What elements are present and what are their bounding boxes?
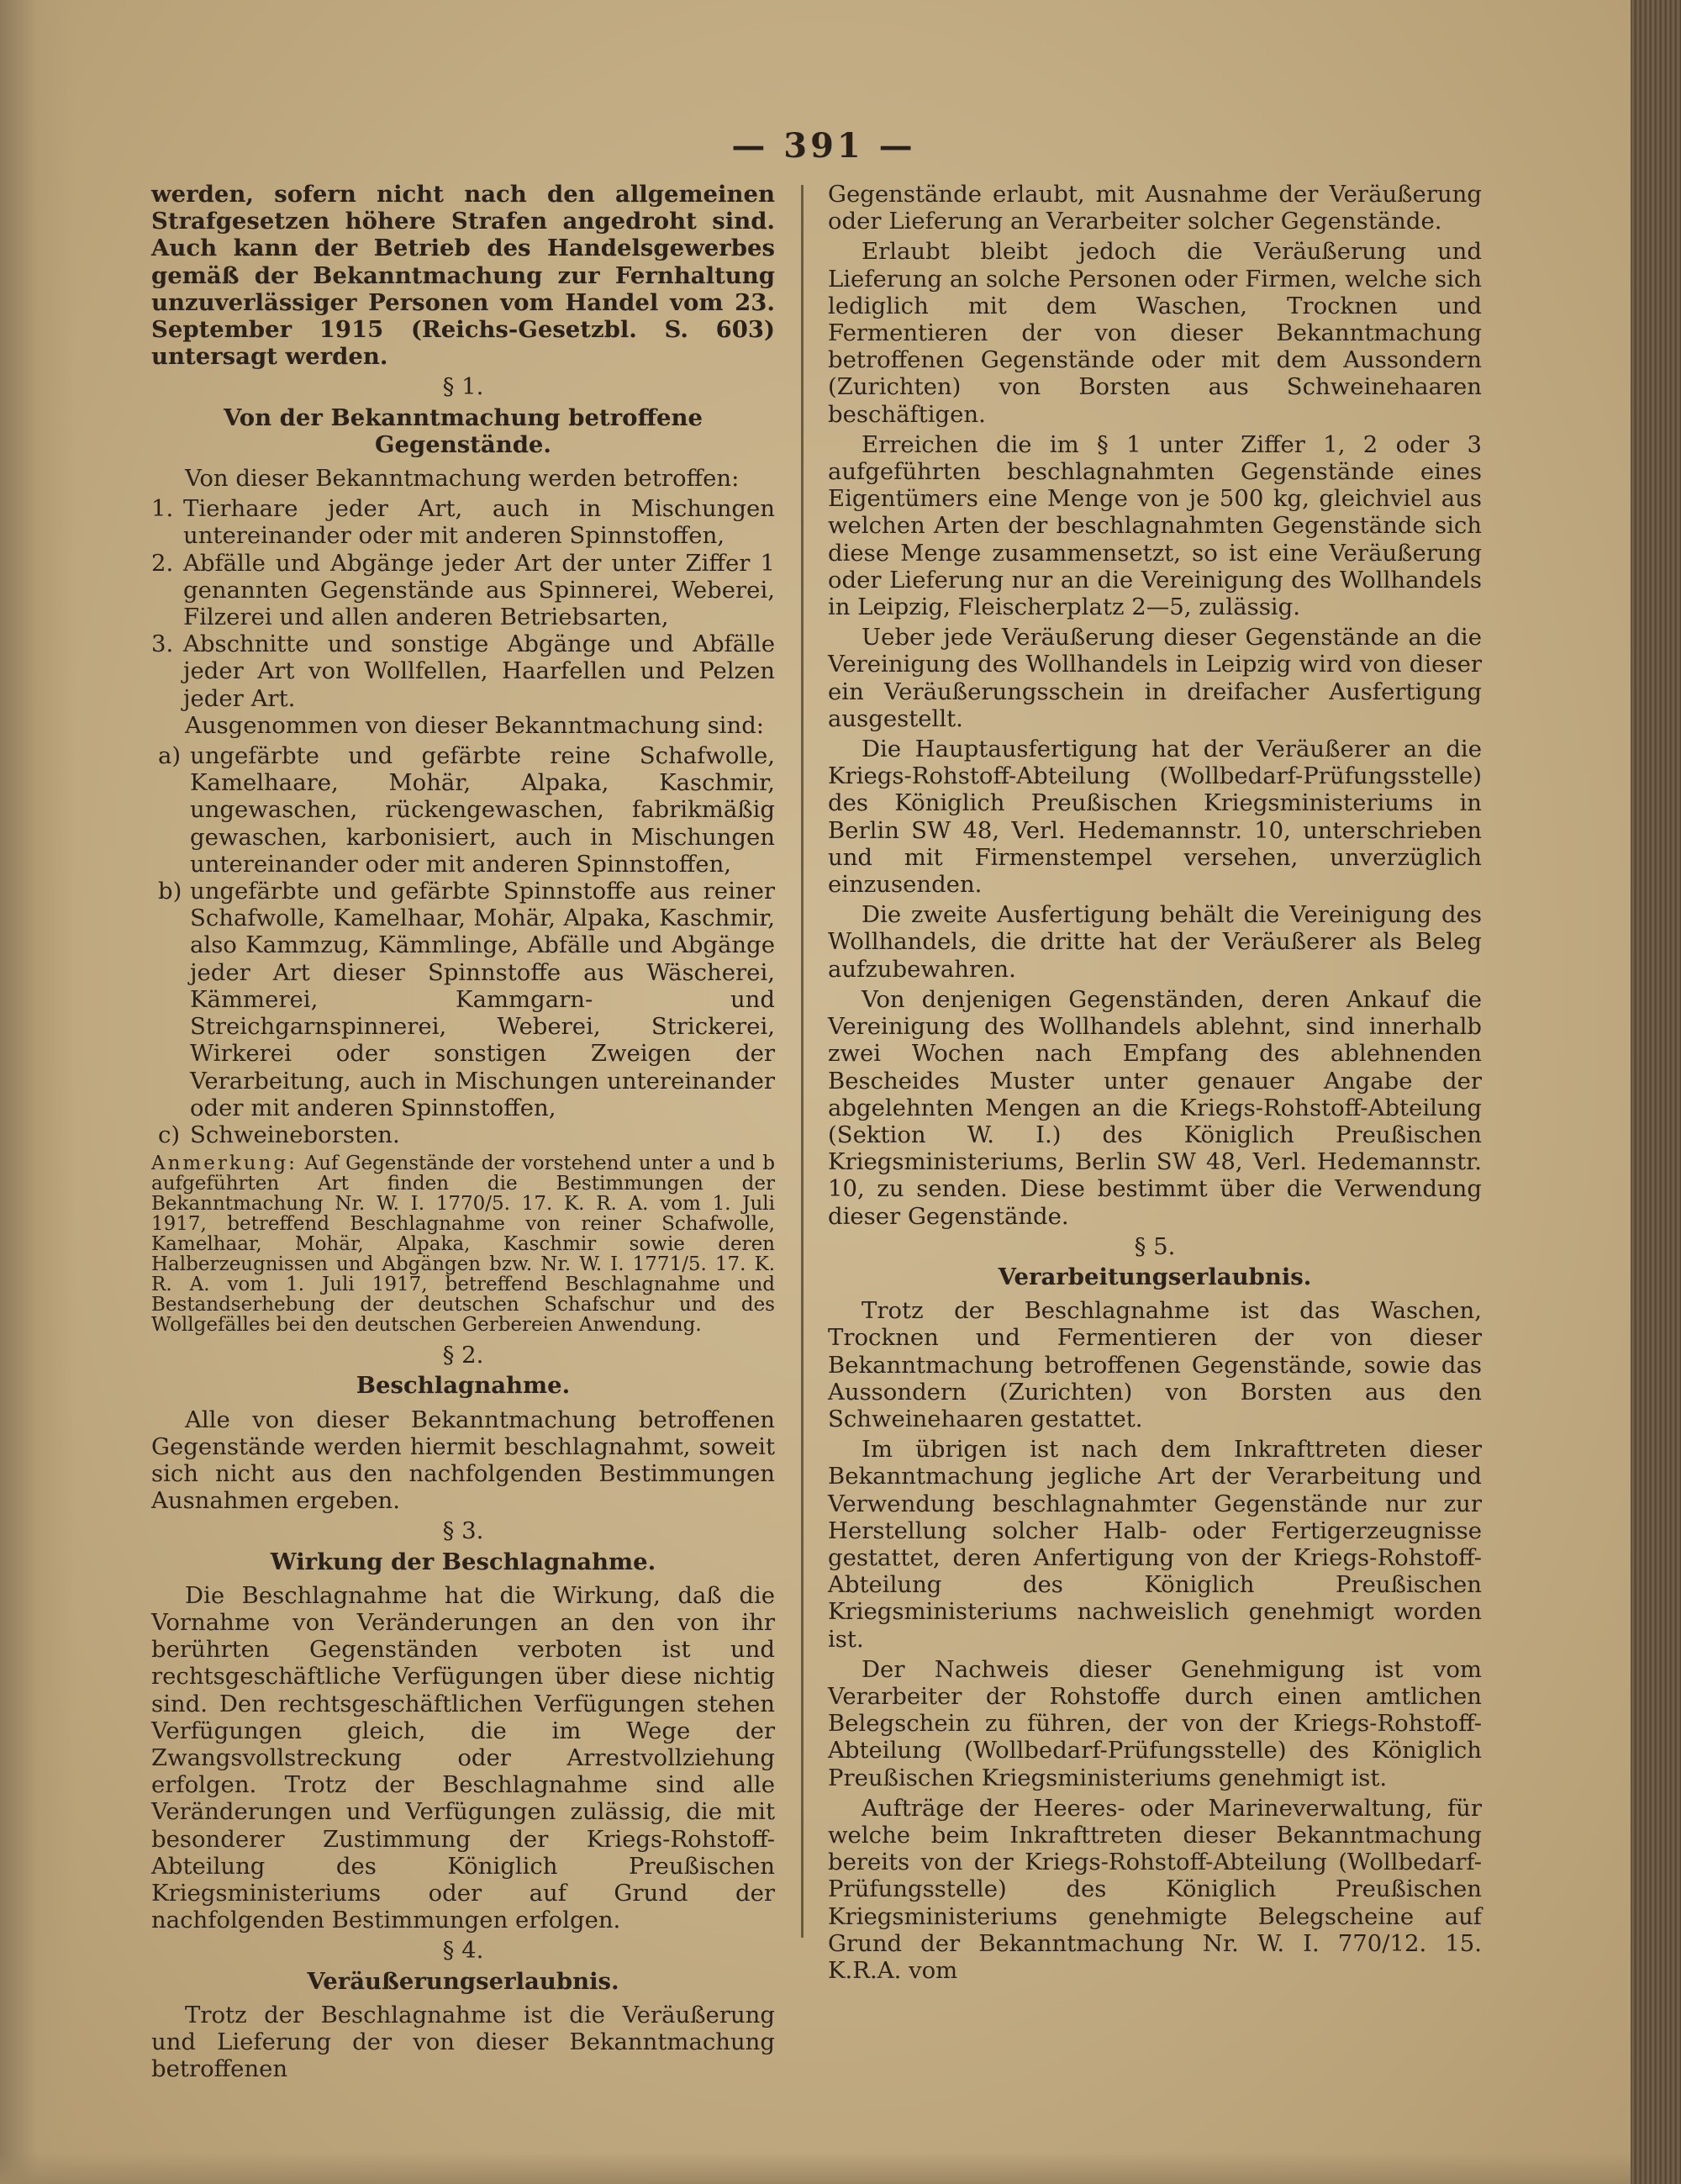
section-3-number: § 3. [442, 1517, 484, 1545]
paragraph: Erlaubt bleibt jedoch die Veräußerung und Lieferung an solche Personen oder Firmen, welche sich lediglich mit dem Waschen, Trocknen und Fermentieren der von dieser Bekanntmachung betroffenen Gegenstände oder mit dem Aussondern (Zurichten) von Borsten aus Schweinehaaren beschäftigen. [828, 238, 1482, 428]
section-2-title: Beschlagnahme. [356, 1372, 571, 1400]
section-4-number: § 4. [442, 1937, 484, 1965]
gutter-shadow [0, 0, 76, 2184]
paragraph: Erreichen die im § 1 unter Ziffer 1, 2 oder 3 aufgeführten beschlagnahmten Gegenstände eines Eigentümers eine Menge von je 500 kg, gleichviel aus welchen Arten der beschlagnahmten Gegenstände sich diese Menge zusammensetzt, so ist eine Veräußerung oder Lieferung nur an die Vereinigung des Wollhandels in Leipzig, Fleischerplatz 2—5, zulässig. [828, 430, 1482, 621]
section-5-number: § 5. [1134, 1232, 1176, 1260]
paragraph: Trotz der Beschlagnahme ist das Waschen, Trocknen und Fermentieren der von dieser Bekanntmachung betroffenen Gegenstände, sowie das Aussondern (Zurichten) von Borsten aus den Schweinehaaren gestattet. [828, 1297, 1482, 1432]
section-1-number: § 1. [442, 373, 484, 401]
intro-paragraph: werden, sofern nicht nach den allgemeinen Strafgesetzen höhere Strafen angedroht sind. Auch kann der Betrieb des Handelsgewerbes gemäß der Bekanntmachung zur Fernhaltung unzuverlässiger Personen vom Handel vom 23. September 1915 (Reichs-Gesetzbl. S. 603) untersagt werden. [151, 181, 775, 371]
section-4-title: Veräußerungserlaubnis. [307, 1967, 619, 1995]
exclusions-lead: Ausgenommen von dieser Bekanntmachung sind: [185, 711, 765, 739]
exclusion-letter: a) [158, 742, 182, 770]
section-2-text: Alle von dieser Bekanntmachung betroffenen Gegenstände werden hiermit beschlagnahmt, soweit sich nicht aus den nachfolgenden Bestimmungen Ausnahmen ergeben. [151, 1406, 775, 1515]
exclusion-item [158, 1121, 775, 1148]
page-number: — 391 — [731, 126, 916, 166]
paragraph: Die zweite Ausfertigung behält die Vereinigung des Wollhandels, die dritte hat der Veräußerer als Beleg aufzubewahren. [828, 901, 1482, 983]
paragraph: Im übrigen ist nach dem Inkrafttreten dieser Bekanntmachung jegliche Art der Verarbeitung und Verwendung beschlagnahmter Gegenstände nur zur Herstellung solcher Halb- oder Fertigerzeugnisse gestattet, deren Anfertigung von der Kriegs-Rohstoff-Abteilung des Königlich Preußischen Kriegsministeriums nachweislich genehmigt worden ist. [828, 1436, 1482, 1653]
paragraph: Aufträge der Heeres- oder Marineverwaltung, für welche beim Inkrafttreten dieser Bekanntmachung bereits von der Kriegs-Rohstoff-Abteilung (Wollbedarf-Prüfungsstelle) des Königlich Preußischen Kriegsministeriums genehmigte Belegscheine auf Grund der Bekanntmachung Nr. W. I. 770/12. 15. K.R.A. vom [828, 1794, 1482, 1984]
exclusion-letter: c) [158, 1121, 181, 1148]
list-item-number: 1. [151, 495, 174, 523]
right-column [828, 181, 1482, 1987]
section-3-text: Die Beschlagnahme hat die Wirkung, daß die Vornahme von Veränderungen an den von ihr berührten Gegenständen verboten ist und rechtsgeschäftliche Verfügungen über diese nichtig sind. Den rechtsgeschäftlichen Verfügungen stehen Verfügungen gleich, die im Wege der Zwangsvollstreckung oder Arrestvollziehung erfolgen. Trotz der Beschlagnahme sind alle Veränderungen und Verfügungen zulässig, die mit besonderer Zustimmung der Kriegs-Rohstoff-Abteilung des Königlich Preußischen Kriegsministeriums oder auf Grund der nachfolgenden Bestimmungen erfolgen. [151, 1581, 775, 1934]
section-1-lead: Von dieser Bekanntmachung werden betroffen: [185, 465, 740, 493]
section-5-title: Verarbeitungserlaubnis. [998, 1263, 1312, 1290]
page-bottom-edge [0, 2152, 1647, 2184]
list-item-number: 2. [151, 549, 174, 577]
list-item-text: Abschnitte und sonstige Abgänge und Abfälle jeder Art von Wollfellen, Haarfellen und Pelzen jeder Art. [183, 630, 775, 712]
list-item-text: Tierhaare jeder Art, auch in Mischungen untereinander oder mit anderen Spinnstoffen, [183, 495, 775, 550]
book-page-edges [1631, 0, 1681, 2184]
exclusion-text: ungefärbte und gefärbte Spinnstoffe aus reiner Schafwolle, Kamelhaar, Mohär, Alpaka, Kaschmir, also Kammzug, Kämmlinge, Abfälle und Abgänge jeder Art dieser Spinnstoffe aus Wäscherei, Kämmerei, Kammgarn- und Streichgarnspinnerei, Weberei, Strickerei, Wirkerei oder sonstigen Zweigen der Verarbeitung, auch in Mischungen untereinander oder mit anderen Spinnstoffen, [190, 878, 775, 1121]
exclusion-item [158, 742, 775, 878]
remark-text: Auf Gegenstände der vorstehend unter a und b aufgeführten Art finden die Bestimmungen der Bekanntmachung Nr. W. I. 1770/5. 17. K. R. A. vom 1. Juli 1917, betreffend Beschlagnahme von reiner Schafwolle, Kamelhaar, Mohär, Alpaka, Kaschmir sowie deren Halberzeugnissen und Abgängen bzw. Nr. W. I. 1771/5. 17. K. R. A. vom 1. Juli 1917, betreffend Beschlagnahme und Bestandserhebung der deutschen Schafschur und des Wollgefälles bei den deutschen Gerbereien Anwendung. [151, 1153, 775, 1337]
paragraph: Gegenstände erlaubt, mit Ausnahme der Veräußerung oder Lieferung an Verarbeiter solcher Gegenstände. [828, 181, 1482, 235]
column-divider [801, 185, 804, 1938]
exclusion-item [158, 878, 775, 1121]
paragraph: Ueber jede Veräußerung dieser Gegenstände an die Vereinigung des Wollhandels in Leipzig wird von dieser ein Veräußerungsschein in dreifacher Ausfertigung ausgestellt. [828, 624, 1482, 732]
section-2-number: § 2. [442, 1342, 484, 1369]
remark-label: Anmerkung: [151, 1153, 298, 1175]
paragraph: Die Hauptausfertigung hat der Veräußerer an die Kriegs-Rohstoff-Abteilung (Wollbedarf-Prüfungsstelle) des Königlich Preußischen Kriegsministeriums in Berlin SW 48, Verl. Hedemannstr. 10, unterschrieben und mit Firmenstempel versehen, unverzüglich einzusenden. [828, 736, 1482, 899]
section-1-title: Von der Bekanntmachung betroffene Gegenstände. [223, 404, 703, 458]
list-item [151, 495, 775, 549]
list-item-text: Abfälle und Abgänge jeder Art der unter Ziffer 1 genannten Gegenstände aus Spinnerei, Weberei, Filzerei und allen anderen Betriebsarten, [183, 549, 775, 631]
list-item-number: 3. [151, 630, 174, 658]
list-item [151, 550, 775, 631]
left-column [151, 181, 775, 2086]
paragraph: Von denjenigen Gegenständen, deren Ankauf die Vereinigung des Wollhandels ablehnt, sind innerhalb zwei Wochen nach Empfang des ablehnenden Bescheides Muster unter genauer Angabe der abgelehnten Mengen an die Kriegs-Rohstoff-Abteilung (Sektion W. I.) des Königlich Preußischen Kriegsministeriums, Berlin SW 48, Verl. Hedemannstr. 10, zu senden. Diese bestimmt über die Verwendung dieser Gegenstände. [828, 985, 1482, 1230]
list-item [151, 630, 775, 712]
exclusion-text: Schweineborsten. [190, 1121, 400, 1148]
exclusion-letter: b) [158, 878, 182, 905]
paragraph: Der Nachweis dieser Genehmigung ist vom Verarbeiter der Rohstoffe durch einen amtlichen Belegschein zu führen, der von der Kriegs-Rohstoff-Abteilung (Wollbedarf-Prüfungsstelle) des Königlich Preußischen Kriegsministeriums genehmigt ist. [828, 1655, 1482, 1791]
section-3-title: Wirkung der Beschlagnahme. [270, 1548, 656, 1575]
exclusion-text: ungefärbte und gefärbte reine Schafwolle, Kamelhaare, Mohär, Alpaka, Kaschmir, ungewaschen, rückengewaschen, fabrikmäßig gewaschen, karbonisiert, auch in Mischungen untereinander oder mit anderen Spinnstoffen, [190, 742, 775, 878]
section-4-text: Trotz der Beschlagnahme ist die Veräußerung und Lieferung der von dieser Bekanntmachung betroffenen [151, 2001, 775, 2083]
remark-note [151, 1153, 775, 1335]
